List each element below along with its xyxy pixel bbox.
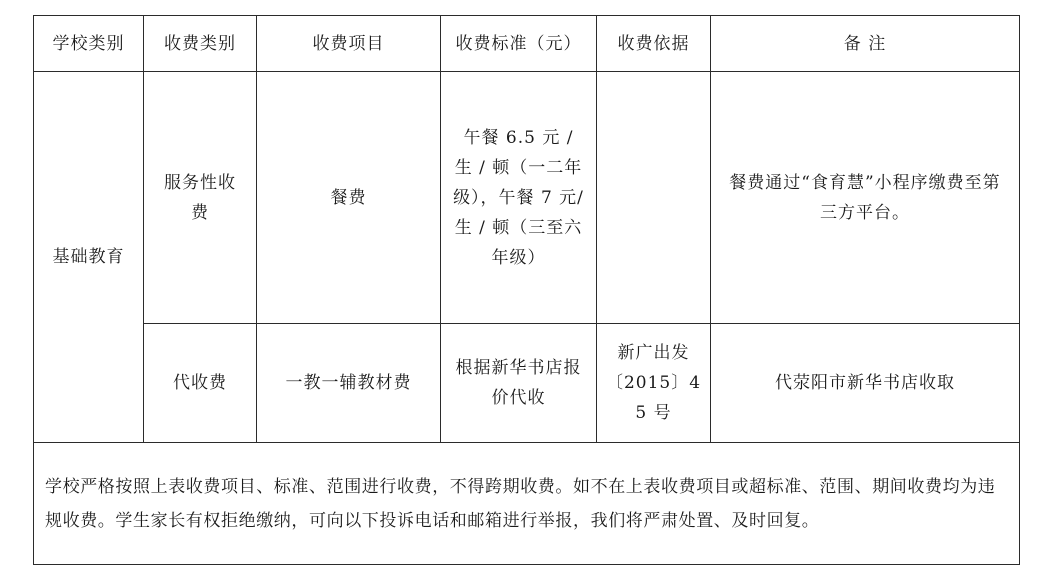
header-remarks: 备 注 <box>711 16 1020 72</box>
footer-note-row <box>34 443 1020 565</box>
cell-fee-standard <box>441 72 597 324</box>
footer-note-cell <box>34 443 1020 565</box>
cell-fee-basis <box>597 324 711 443</box>
cell-fee-item <box>257 324 441 443</box>
cell-school-type <box>34 72 144 443</box>
header-fee-item: 收费项目 <box>257 16 441 72</box>
header-fee-category: 收费类别 <box>144 16 257 72</box>
fee-table <box>33 15 1020 565</box>
fee-item-text: 餐费 <box>330 187 367 208</box>
cell-fee-item <box>257 72 441 324</box>
fee-item-text: 一教一辅教材费 <box>285 373 412 393</box>
school-type-text: 基础教育 <box>52 247 125 267</box>
fee-category-text: 代收费 <box>173 373 227 393</box>
fee-basis-text: 新广出发〔2015〕45 号 <box>605 343 702 423</box>
remarks-text: 餐费通过“食育慧”小程序缴费至第三方平台。 <box>729 172 1001 223</box>
table-row <box>34 72 1020 324</box>
table-row <box>34 324 1020 443</box>
header-fee-basis: 收费依据 <box>597 16 711 72</box>
cell-fee-basis <box>597 72 711 324</box>
fee-standard-text: 根据新华书店报价代收 <box>455 358 582 408</box>
fee-category-text: 服务性收费 <box>164 172 236 223</box>
remarks-text: 代荥阳市新华书店收取 <box>775 373 955 393</box>
footer-note-text: 学校严格按照上表收费项目、标准、范围进行收费，不得跨期收费。如不在上表收费项目或超标准、范围、期间收费均为违规收费。学生家长有权拒绝缴纳，可向以下投诉电话和邮箱进行举报，我们将严肃处置、及时回复。 <box>45 476 996 531</box>
table-header-row <box>34 16 1020 72</box>
cell-fee-category <box>144 72 257 324</box>
cell-fee-standard <box>441 324 597 443</box>
cell-remarks <box>711 72 1020 324</box>
cell-fee-category <box>144 324 257 443</box>
header-fee-standard: 收费标准（元） <box>441 16 597 72</box>
header-school-type: 学校类别 <box>34 16 144 72</box>
fee-standard-text: 午餐 6.5 元 / 生 / 顿（一二年级），午餐 7 元/生 / 顿（三至六年级） <box>453 127 584 268</box>
cell-remarks <box>711 324 1020 443</box>
